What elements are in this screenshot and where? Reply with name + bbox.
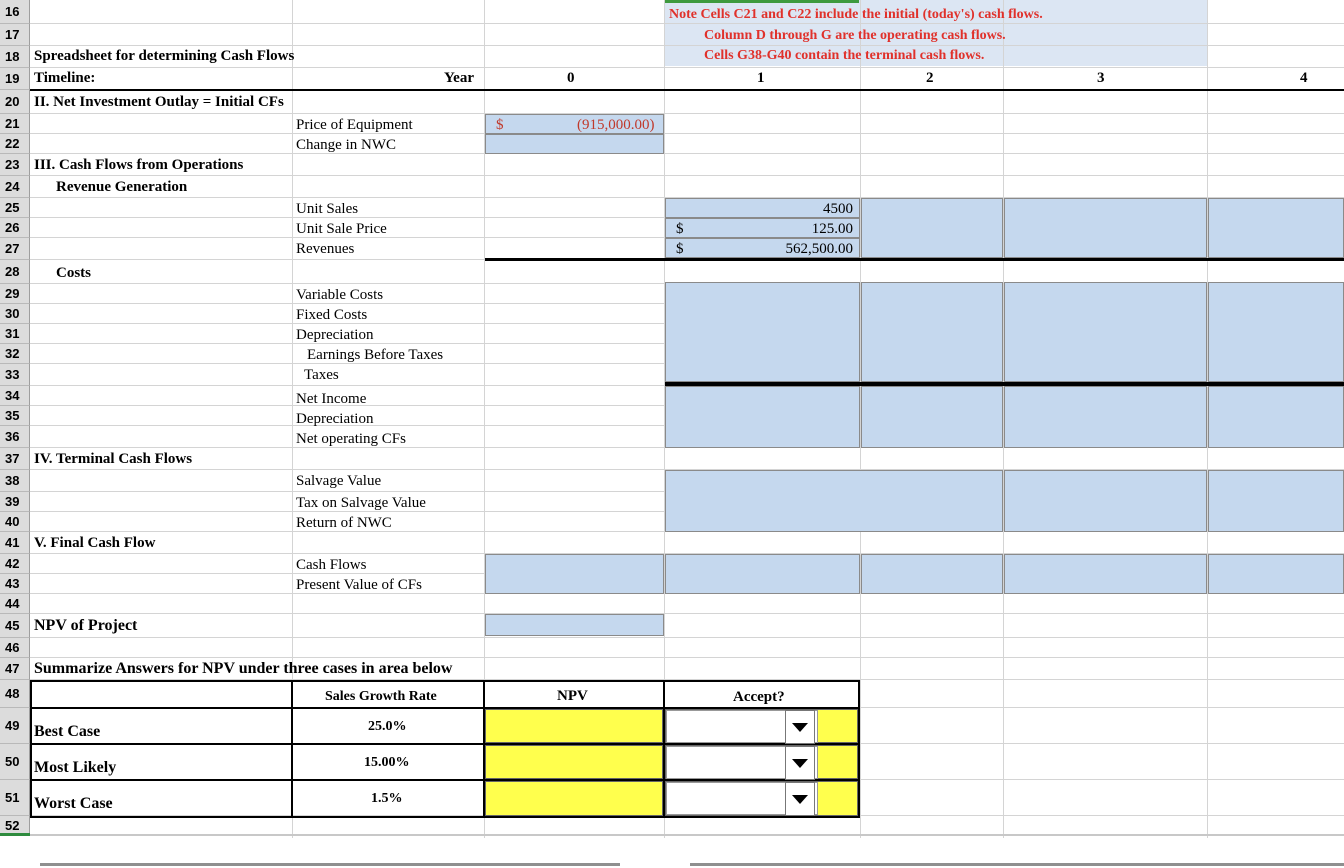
selection-edge (664, 0, 859, 3)
dropdown-arrow-worst[interactable] (785, 782, 815, 816)
label-net-operating-cfs: Net operating CFs (296, 431, 406, 447)
row-header[interactable]: 30 (0, 304, 30, 324)
row-header[interactable]: 24 (0, 176, 30, 198)
row-header[interactable]: 32 (0, 344, 30, 364)
label-cash-flows: Cash Flows (296, 557, 367, 573)
section-operations: III. Cash Flows from Operations (34, 157, 244, 173)
label-price-equipment: Price of Equipment (296, 117, 413, 133)
chevron-down-icon (792, 759, 808, 768)
label-salvage: Salvage Value (296, 473, 382, 489)
row-header[interactable]: 21 (0, 114, 30, 134)
row-header[interactable]: 48 (0, 680, 30, 708)
row-gridline (30, 657, 1344, 658)
rate-worst: 1.5% (371, 791, 403, 806)
row-gridline (30, 133, 1344, 134)
row-header[interactable]: 31 (0, 324, 30, 344)
value-unit-sale-price: 125.00 (811, 221, 853, 237)
row-header[interactable]: 44 (0, 594, 30, 614)
label-net-income: Net Income (296, 391, 367, 407)
year-3: 3 (1097, 70, 1105, 86)
cell-c22[interactable] (485, 134, 664, 154)
timeline-label: Timeline: (34, 70, 96, 86)
row-gridline (30, 67, 1344, 68)
row-gridline (30, 613, 1344, 614)
dropdown-arrow-best[interactable] (785, 710, 815, 744)
cells-d34-d36[interactable] (665, 386, 860, 448)
year-label: Year (444, 70, 474, 86)
cells-g34-g36[interactable] (1208, 386, 1344, 448)
chevron-down-icon (792, 795, 808, 804)
row-header[interactable]: 28 (0, 260, 30, 284)
row-header[interactable]: 40 (0, 512, 30, 532)
cells-f29-f33[interactable] (1004, 282, 1207, 382)
scroll-track-left (40, 863, 620, 866)
dropdown-arrow-most-likely[interactable] (785, 746, 815, 780)
cells-g42-g43[interactable] (1208, 554, 1344, 594)
row-header[interactable]: 46 (0, 638, 30, 658)
case-best: Best Case (34, 723, 101, 740)
label-change-nwc: Change in NWC (296, 137, 396, 153)
case-worst: Worst Case (34, 795, 113, 812)
cells-e42-e43[interactable] (861, 554, 1003, 594)
cells-f42-f43[interactable] (1004, 554, 1207, 594)
row-header[interactable]: 38 (0, 470, 30, 492)
cells-g38-g40[interactable] (1208, 470, 1344, 532)
cells-e25-e27[interactable] (861, 198, 1003, 258)
row-gridline (30, 175, 1344, 176)
row-header[interactable]: 49 (0, 708, 30, 744)
label-return-nwc: Return of NWC (296, 515, 392, 531)
section-terminal: IV. Terminal Cash Flows (34, 451, 193, 467)
row-gridline (30, 45, 1344, 46)
year-1: 1 (757, 70, 765, 86)
chevron-down-icon (792, 723, 808, 732)
rate-best: 25.0% (368, 719, 407, 734)
cells-e29-e33[interactable] (861, 282, 1003, 382)
row-header[interactable]: 29 (0, 284, 30, 304)
header-npv: NPV (557, 688, 588, 704)
value-price-equipment: (915,000.00) (577, 117, 655, 133)
label-tax-salvage: Tax on Salvage Value (296, 495, 426, 511)
year-2: 2 (926, 70, 934, 86)
value-unit-sales: 4500 (823, 201, 853, 217)
note-line-2: Column D through G are the operating cash flows. (704, 28, 1006, 43)
sheet-title: Spreadsheet for determining Cash Flows (34, 48, 295, 64)
scroll-track-right[interactable] (690, 863, 1344, 866)
cell-npv[interactable] (485, 614, 664, 636)
cells-f38-f40[interactable] (1004, 470, 1207, 532)
row-52-selection (0, 833, 30, 836)
row-header[interactable]: 26 (0, 218, 30, 238)
row-header[interactable]: 16 (0, 0, 30, 24)
year-4: 4 (1300, 70, 1308, 86)
label-revenues: Revenues (296, 241, 355, 257)
cells-f25-f27[interactable] (1004, 198, 1207, 258)
row-header[interactable]: 33 (0, 364, 30, 386)
case-most-likely: Most Likely (34, 759, 117, 776)
year-0: 0 (567, 70, 575, 86)
cells-e34-e36[interactable] (861, 386, 1003, 448)
label-depreciation: Depreciation (296, 327, 374, 343)
label-unit-sales: Unit Sales (296, 201, 359, 217)
currency-d27: $ (676, 241, 684, 257)
currency-d26: $ (676, 221, 684, 237)
row-header[interactable]: 39 (0, 492, 30, 512)
value-revenues: 562,500.00 (785, 241, 853, 257)
section-final-cash-flow: V. Final Cash Flow (34, 535, 156, 551)
label-taxes: Taxes (304, 367, 339, 383)
label-depreciation-2: Depreciation (296, 411, 374, 427)
row-header[interactable]: 25 (0, 198, 30, 218)
npv-most-likely-cell[interactable] (485, 745, 663, 779)
label-revenue-generation: Revenue Generation (56, 179, 188, 195)
label-npv-project: NPV of Project (34, 617, 138, 634)
row-header[interactable]: 36 (0, 426, 30, 448)
row-header[interactable]: 43 (0, 574, 30, 594)
row-header[interactable]: 47 (0, 658, 30, 680)
row-gridline (30, 153, 1344, 154)
label-costs: Costs (56, 265, 92, 281)
npv-worst-cell[interactable] (485, 781, 663, 816)
row-gridline (30, 637, 1344, 638)
rate-most-likely: 15.00% (364, 755, 410, 770)
row-header[interactable]: 23 (0, 154, 30, 176)
row-header[interactable]: 52 (0, 816, 30, 836)
row-header[interactable]: 27 (0, 238, 30, 260)
row-header[interactable]: 20 (0, 90, 30, 114)
row-header[interactable]: 22 (0, 134, 30, 154)
section-net-investment: II. Net Investment Outlay = Initial CFs (34, 94, 284, 110)
row-header[interactable]: 41 (0, 532, 30, 554)
cells-d42-d43[interactable] (665, 554, 860, 594)
timeline-underline (30, 89, 1344, 91)
note-line-1: Note Cells C21 and C22 include the initial (today's) cash flows. (669, 7, 1043, 22)
row-gridline (30, 113, 1344, 114)
cells-d29-d33[interactable] (665, 282, 860, 382)
row-header[interactable]: 19 (0, 68, 30, 90)
row-header[interactable]: 42 (0, 554, 30, 574)
row-header[interactable]: 45 (0, 614, 30, 638)
cells-d38-e40[interactable] (665, 470, 1003, 532)
cells-g29-g33[interactable] (1208, 282, 1344, 382)
row-header[interactable]: 18 (0, 46, 30, 68)
row-header[interactable]: 34 (0, 386, 30, 406)
cells-c42-c43[interactable] (485, 554, 664, 594)
row-header[interactable]: 35 (0, 406, 30, 426)
row-header[interactable]: 37 (0, 448, 30, 470)
label-ebt: Earnings Before Taxes (307, 347, 444, 363)
label-fixed-costs: Fixed Costs (296, 307, 368, 323)
header-sales-growth-rate: Sales Growth Rate (325, 689, 437, 704)
cells-g25-g27[interactable] (1208, 198, 1344, 258)
row-header[interactable]: 17 (0, 24, 30, 46)
note-line-3: Cells G38-G40 contain the terminal cash flows. (704, 48, 985, 63)
label-variable-costs: Variable Costs (296, 287, 384, 303)
row-header[interactable]: 51 (0, 780, 30, 816)
header-accept: Accept? (733, 689, 785, 705)
npv-best-cell[interactable] (485, 709, 663, 743)
row-header[interactable]: 50 (0, 744, 30, 780)
revenue-underline (485, 258, 1344, 261)
summary-heading: Summarize Answers for NPV under three cases in area below (34, 660, 453, 677)
label-unit-sale-price: Unit Sale Price (296, 221, 387, 237)
currency-c21: $ (496, 117, 504, 133)
cells-f34-f36[interactable] (1004, 386, 1207, 448)
label-pv-cfs: Present Value of CFs (296, 577, 422, 593)
